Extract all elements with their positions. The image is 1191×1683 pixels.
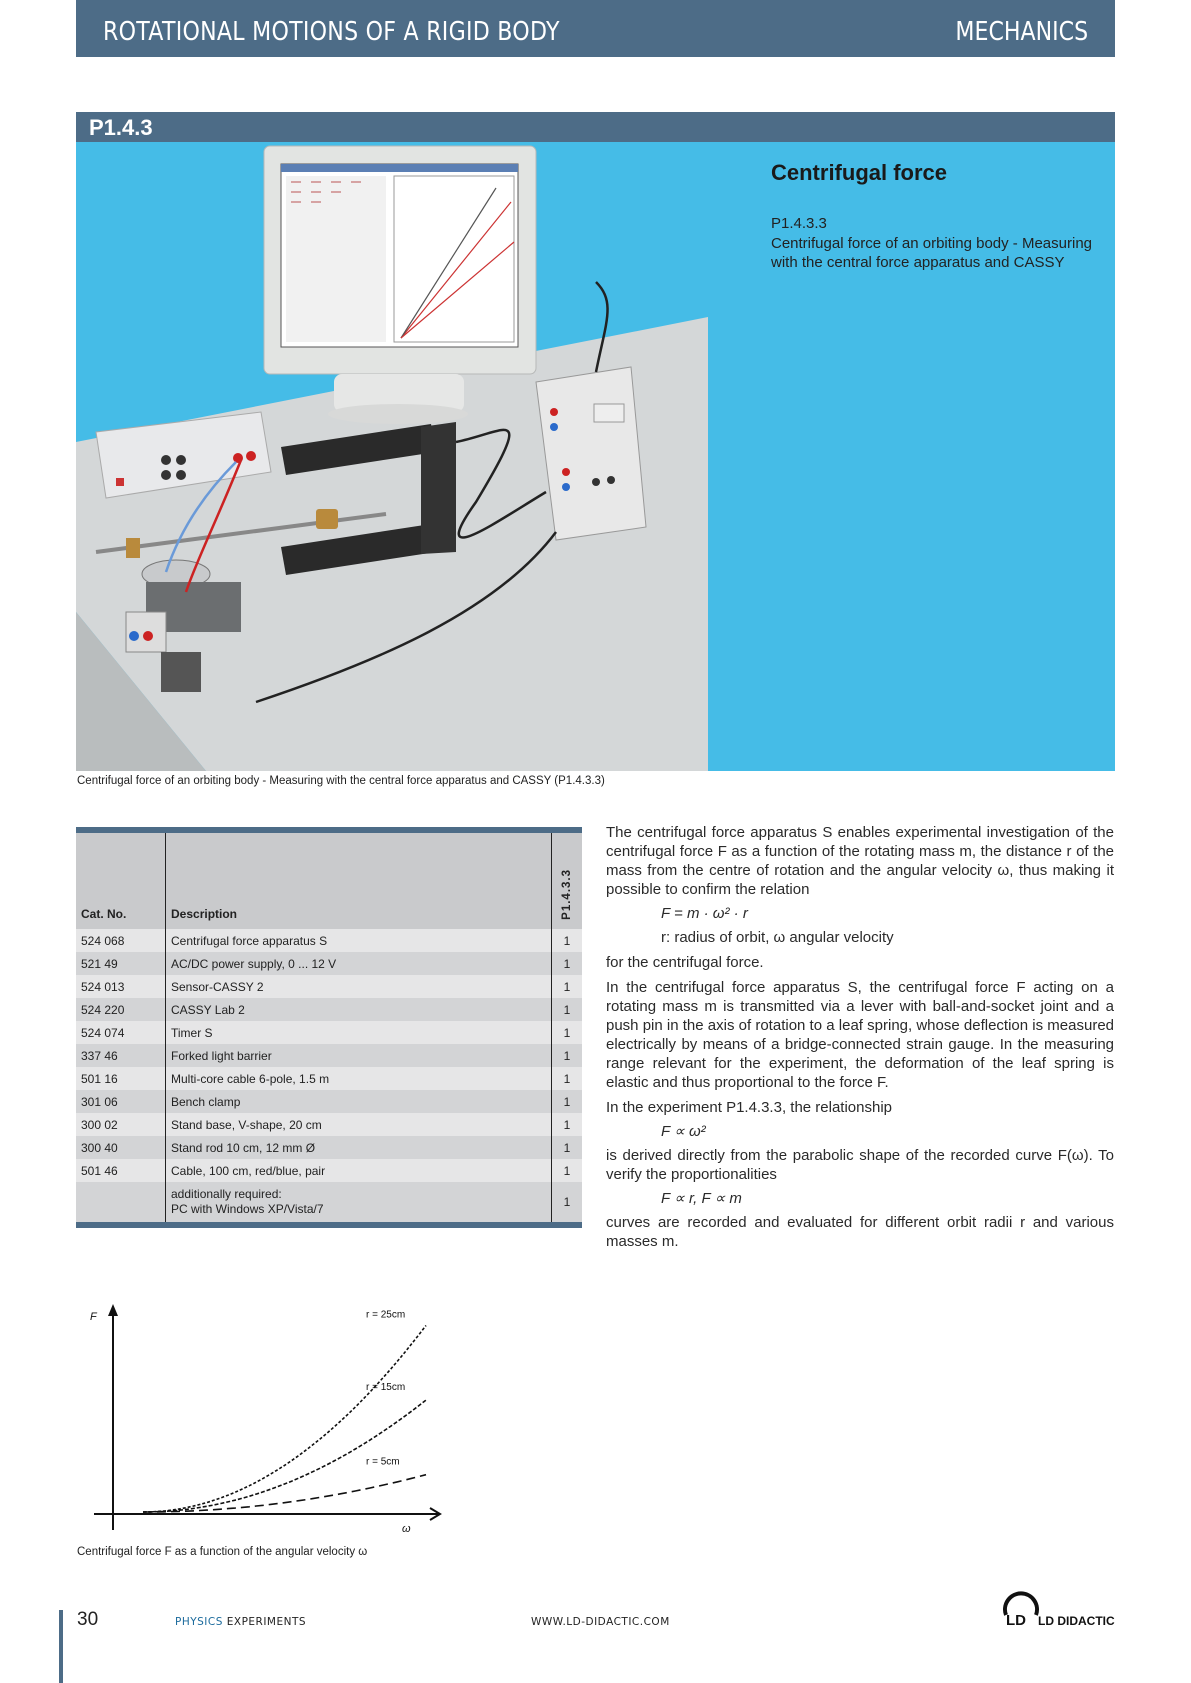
description-cell: CASSY Lab 2 <box>166 998 552 1021</box>
sensor-cassy <box>536 367 646 540</box>
description-cell: Cable, 100 cm, red/blue, pair <box>166 1159 552 1182</box>
qty-cell: 1 <box>552 1044 583 1067</box>
footer-accent-line <box>59 1610 63 1683</box>
y-axis-label: F <box>90 1311 97 1323</box>
y-axis-arrow <box>108 1304 118 1316</box>
description-cell: Stand base, V-shape, 20 cm <box>166 1113 552 1136</box>
apparatus-photo <box>76 142 708 771</box>
x-axis-label: ω <box>402 1523 411 1535</box>
qty-cell: 1 <box>552 975 583 998</box>
cat-no-cell: 301 06 <box>76 1090 166 1113</box>
header-description: Description <box>166 833 552 929</box>
logo-text: LD DIDACTIC <box>1038 1614 1115 1628</box>
paragraph: In the experiment P1.4.3.3, the relationship <box>606 1099 893 1116</box>
header-experiment-code: P1.4.3.3 <box>561 869 573 920</box>
description-cell: Bench clamp <box>166 1090 552 1113</box>
formula-proportionalities: F ∝ r, F ∝ m <box>661 1190 742 1207</box>
table-row <box>76 1090 582 1113</box>
footer-url[interactable]: WWW.LD-DIDACTIC.COM <box>531 1616 670 1628</box>
chart-caption: Centrifugal force F as a function of the angular velocity ω <box>77 1546 368 1558</box>
cat-no-cell: 300 02 <box>76 1113 166 1136</box>
footer-experiments: EXPERIMENTS <box>226 1616 307 1628</box>
body-text <box>606 823 1114 1251</box>
description-cell: AC/DC power supply, 0 ... 12 V <box>166 952 552 975</box>
section-code-bar <box>76 112 1115 142</box>
cat-no-cell: 524 220 <box>76 998 166 1021</box>
equipment-table <box>76 827 582 1228</box>
description-cell <box>166 1182 552 1222</box>
logo-mark: LD <box>1006 1612 1026 1629</box>
table-row <box>76 952 582 975</box>
table-row <box>76 1113 582 1136</box>
qty-cell: 1 <box>552 1067 583 1090</box>
table-row <box>76 929 582 952</box>
description-cell: Stand rod 10 cm, 12 mm Ø <box>166 1136 552 1159</box>
experiment-code: P1.4.3.3 <box>771 215 827 232</box>
table-row-additional <box>76 1182 582 1222</box>
qty-cell: 1 <box>552 1090 583 1113</box>
header-bar <box>76 0 1115 57</box>
series-label: r = 5cm <box>366 1456 400 1468</box>
qty-cell: 1 <box>552 929 583 952</box>
qty-cell: 1 <box>552 952 583 975</box>
header-cat-no: Cat. No. <box>76 833 166 929</box>
category-title: MECHANICS <box>955 17 1088 47</box>
qty-cell: 1 <box>552 998 583 1021</box>
paragraph: In the centrifugal force apparatus S, the centrifugal force F acting on a rotating mass m is transmitted via a lever with ball-and-socket joint and a push pin in the axis of rotation to a leaf spring, whose deflection is measured electrically by means of a bridge-connected strain gauge. In the measuring range relevant for the experiment, the deformation of the leaf spring is elastic and thus proportional to the force F. <box>606 979 1114 1091</box>
series-label: r = 15cm <box>366 1382 406 1394</box>
qty-cell: 1 <box>552 1113 583 1136</box>
qty-cell: 1 <box>552 1021 583 1044</box>
description-cell: Timer S <box>166 1021 552 1044</box>
table-row <box>76 1159 582 1182</box>
qty-cell: 1 <box>552 1159 583 1182</box>
description-cell: Multi-core cable 6-pole, 1.5 m <box>166 1067 552 1090</box>
additional-line-2: PC with Windows XP/Vista/7 <box>171 1202 324 1216</box>
description-cell: Centrifugal force apparatus S <box>166 929 552 952</box>
experiment-description: Centrifugal force of an orbiting body - Measuring with the central force apparatus and CASSY <box>771 235 1093 271</box>
formula-note: r: radius of orbit, ω angular velocity <box>661 929 894 946</box>
header-experiment <box>552 833 583 929</box>
force-omega-chart <box>76 1300 446 1540</box>
cat-no-cell: 524 074 <box>76 1021 166 1044</box>
additional-line-1: additionally required: <box>171 1187 282 1201</box>
cat-no-cell: 300 40 <box>76 1136 166 1159</box>
cat-no-cell: 521 49 <box>76 952 166 975</box>
paragraph: The centrifugal force apparatus S enables experimental investigation of the centrifugal force F as a function of the rotating mass m, the distance r of the mass from the centre of rotation and the angular velocity ω, thus making it possible to confirm the relation <box>606 824 1114 898</box>
section-code: P1.4.3 <box>89 115 153 140</box>
table-row <box>76 975 582 998</box>
table-row <box>76 1044 582 1067</box>
series-line-2 <box>143 1475 426 1512</box>
table-bottom-bar <box>76 1222 582 1228</box>
table-row <box>76 1067 582 1090</box>
cat-no-cell <box>76 1182 166 1222</box>
table-row <box>76 1136 582 1159</box>
qty-cell: 1 <box>552 1136 583 1159</box>
table-row <box>76 1021 582 1044</box>
experiment-panel <box>76 142 1115 771</box>
footer-physics: PHYSICS <box>175 1616 223 1628</box>
paragraph: is derived directly from the parabolic shape of the recorded curve F(ω). To verify the proportionalities <box>606 1147 1114 1183</box>
cat-no-cell: 337 46 <box>76 1044 166 1067</box>
cat-no-cell: 524 013 <box>76 975 166 998</box>
formula-omega-squared: F ∝ ω² <box>661 1123 706 1140</box>
paragraph: for the centrifugal force. <box>606 954 764 971</box>
series-label: r = 25cm <box>366 1309 406 1321</box>
description-cell: Sensor-CASSY 2 <box>166 975 552 998</box>
ld-didactic-logo <box>998 1585 1118 1630</box>
paragraph: curves are recorded and evaluated for different orbit radii r and various masses m. <box>606 1214 1114 1250</box>
cat-no-cell: 501 46 <box>76 1159 166 1182</box>
footer-series <box>175 1616 306 1628</box>
cat-no-cell: 524 068 <box>76 929 166 952</box>
description-cell: Forked light barrier <box>166 1044 552 1067</box>
table-row <box>76 998 582 1021</box>
formula-centrifugal: F = m · ω² · r <box>661 905 748 922</box>
section-title: ROTATIONAL MOTIONS OF A RIGID BODY <box>103 17 560 47</box>
cat-no-cell: 501 16 <box>76 1067 166 1090</box>
page-number: 30 <box>77 1609 99 1630</box>
experiment-title: Centrifugal force <box>771 160 948 185</box>
qty-cell: 1 <box>552 1182 583 1222</box>
photo-caption: Centrifugal force of an orbiting body - Measuring with the central force apparatus and CASSY (P1.4.3.3) <box>77 775 605 787</box>
